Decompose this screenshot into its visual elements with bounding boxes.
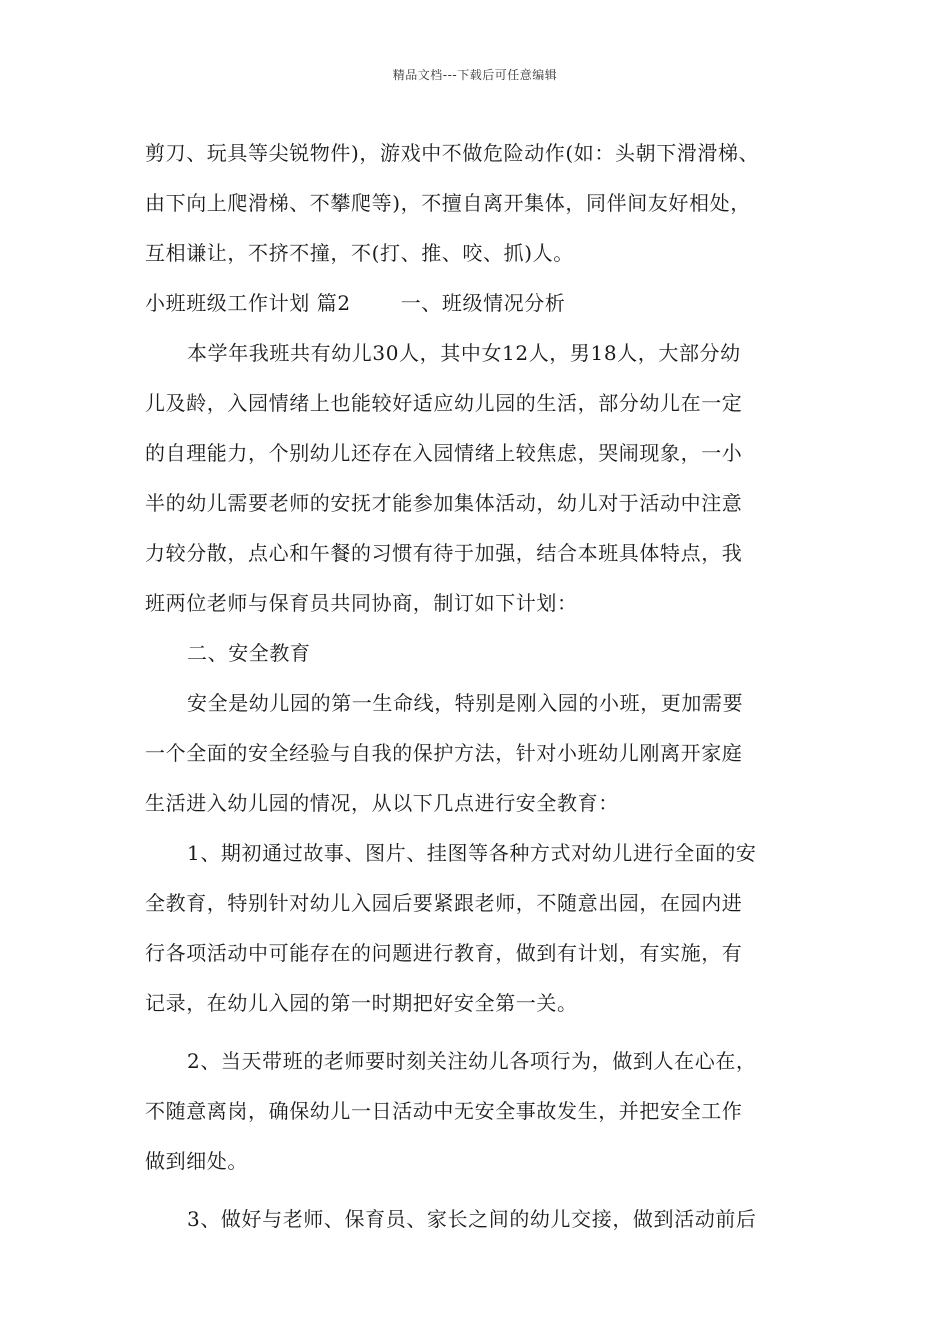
page-header: 精品文档---下载后可任意编辑	[392, 68, 558, 82]
paragraph-line: 一个全面的安全经验与自我的保护方法，针对小班幼儿刚离开家庭	[145, 741, 743, 765]
text-line: 由下向上爬滑梯、不攀爬等)，不擅自离开集体，同伴间友好相处，	[145, 191, 751, 215]
list-item-line: 记录，在幼儿入园的第一时期把好安全第一关。	[145, 991, 578, 1015]
section-title	[145, 278, 810, 328]
list-item-line: 1、期初通过故事、图片、挂图等各种方式对幼儿进行全面的安	[187, 841, 757, 865]
document-body	[145, 128, 810, 1244]
text-line: 剪刀、玩具等尖锐物件)，游戏中不做危险动作(如：头朝下滑滑梯、	[145, 141, 760, 165]
paragraph-line: 安全是幼儿园的第一生命线，特别是刚入园的小班，更加需要	[187, 691, 744, 715]
paragraph-line: 班两位老师与保育员共同协商，制订如下计划：	[145, 591, 578, 615]
list-item-line: 行各项活动中可能存在的问题进行教育，做到有计划，有实施，有	[145, 941, 743, 965]
paragraph-line: 生活进入幼儿园的情况，从以下几点进行安全教育：	[145, 791, 619, 815]
text-line: 互相谦让，不挤不撞，不(打、推、咬、抓)人。	[145, 241, 574, 265]
section-heading-2: 二、安全教育	[187, 641, 311, 665]
paragraph-line: 的自理能力，个别幼儿还存在入园情绪上较焦虑，哭闹现象，一小	[145, 441, 743, 465]
list-item-line: 3、做好与老师、保育员、家长之间的幼儿交接，做到活动前后	[187, 1207, 757, 1231]
paragraph-line: 力较分散，点心和午餐的习惯有待于加强，结合本班具体特点，我	[145, 541, 743, 565]
list-item-line: 不随意离岗，确保幼儿一日活动中无安全事故发生，并把安全工作	[145, 1099, 743, 1123]
plan-title: 小班班级工作计划 篇2	[145, 291, 351, 315]
section-heading-1: 一、班级情况分析	[400, 291, 566, 315]
paragraph-line: 半的幼儿需要老师的安抚才能参加集体活动，幼儿对于活动中注意	[145, 491, 743, 515]
paragraph-line: 本学年我班共有幼儿30人，其中女12人，男18人，大部分幼	[187, 341, 741, 365]
list-item-line: 全教育，特别针对幼儿入园后要紧跟老师，不随意出园，在园内进	[145, 891, 743, 915]
paragraph-line: 儿及龄，入园情绪上也能较好适应幼儿园的生活，部分幼儿在一定	[145, 391, 743, 415]
list-item-line: 2、当天带班的老师要时刻关注幼儿各项行为，做到人在心在，	[187, 1049, 757, 1073]
list-item-line: 做到细处。	[145, 1149, 248, 1173]
